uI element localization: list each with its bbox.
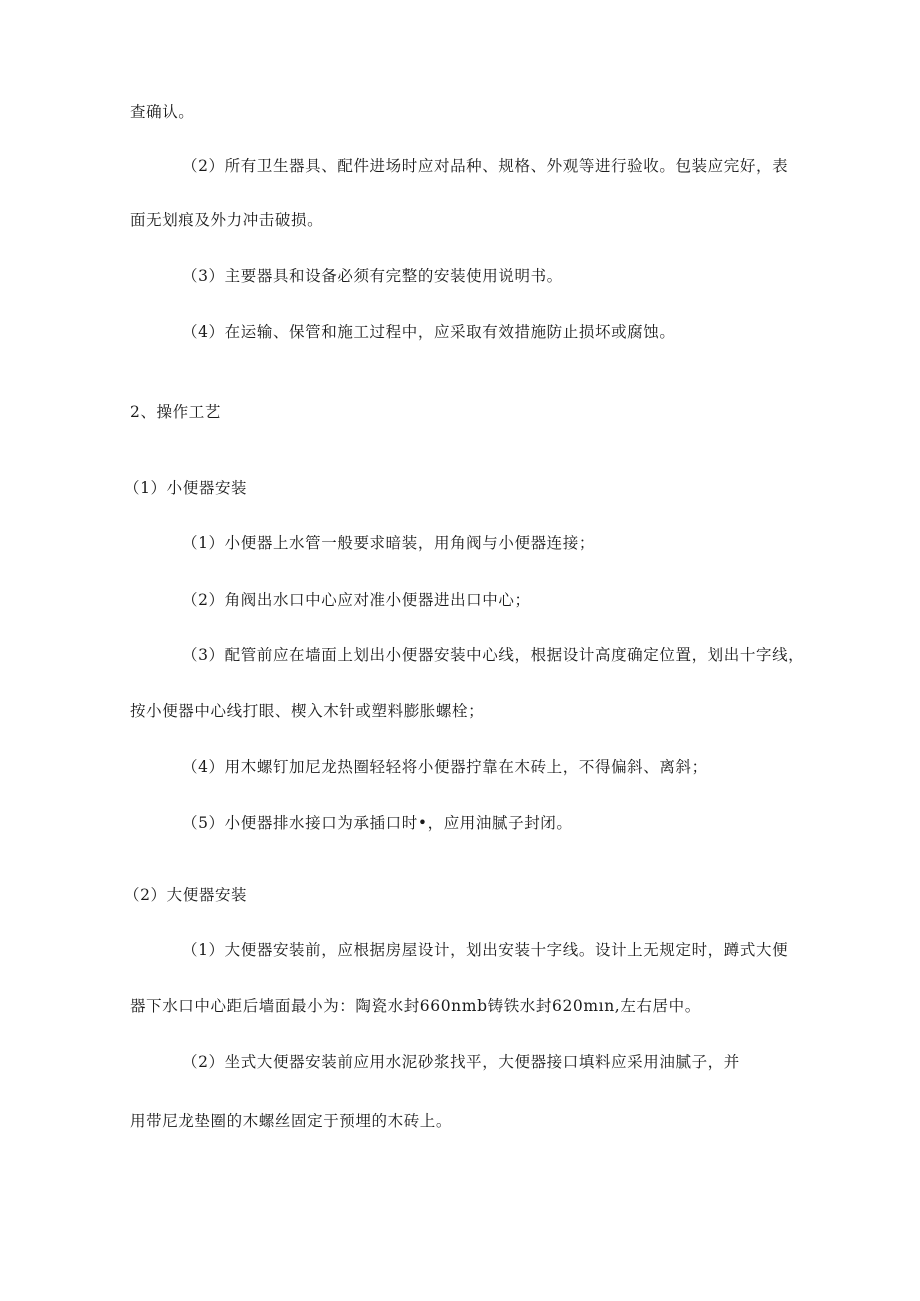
text-line: （1）小便器上水管一般要求暗装，用角阀与小便器连接； — [182, 534, 595, 552]
text-line: （4）在运输、保管和施工过程中，应采取有效措施防止损坏或腐蚀。 — [182, 323, 676, 341]
text-line: 按小便器中心线打眼、楔入木针或塑料膨胀螺栓； — [130, 702, 485, 720]
text-line: （2）所有卫生器具、配件进场时应对品种、规格、外观等进行验收。包装应完好，表 — [182, 157, 789, 175]
text-line: 器下水口中心距后墙面最小为：陶瓷水封660nmb铸铁水封620mın,左右居中。 — [130, 997, 701, 1015]
text-line: （1）大便器安装前，应根据房屋设计，划出安装十字线。设计上无规定时，蹲式大便 — [182, 941, 789, 959]
text-line: 面无划痕及外力冲击破损。 — [130, 211, 324, 229]
text-line: （2）角阀出水口中心应对准小便器进出口中心； — [182, 591, 531, 609]
text-line: （3）主要器具和设备必须有完整的安装使用说明书。 — [182, 267, 563, 285]
text-line: （4）用木螺钉加尼龙热圈轻轻将小便器拧靠在木砖上，不得偏斜、离斜； — [182, 758, 708, 776]
text-line: （2）坐式大便器安装前应用水泥砂浆找平，大便器接口填料应采用油腻子，并 — [182, 1053, 740, 1071]
text-line: （5）小便器排水接口为承插口时•，应用油腻子封闭。 — [182, 814, 573, 832]
text-line: （3）配管前应在墙面上划出小便器安装中心线，根据设计高度确定位置，划出十字线， — [182, 646, 805, 664]
text-line: 用带尼龙垫圈的木螺丝固定于预埋的木砖上。 — [130, 1112, 453, 1130]
subsection-heading: （1）小便器安装 — [124, 479, 248, 497]
section-heading: 2、操作工艺 — [130, 403, 221, 421]
text-line: 查确认。 — [130, 103, 195, 121]
subsection-heading: （2）大便器安装 — [124, 886, 248, 904]
